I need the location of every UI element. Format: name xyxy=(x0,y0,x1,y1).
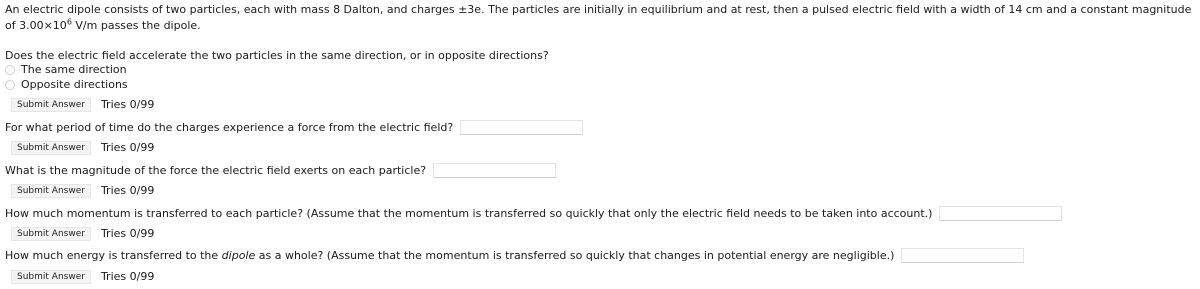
problem-statement xyxy=(5,2,1197,34)
question4-prompt-row xyxy=(5,205,1062,221)
question1-submit-row xyxy=(11,97,154,112)
exponent: 6 xyxy=(66,17,72,27)
question3-submit-button[interactable]: Submit Answer xyxy=(11,184,91,198)
question4-submit-button[interactable]: Submit Answer xyxy=(11,227,91,241)
question3-submit-row xyxy=(11,183,154,198)
question5-prompt xyxy=(5,249,894,262)
radio-same-direction[interactable] xyxy=(5,65,15,75)
question5-prompt-end: as a whole? (Assume that the momentum is transferred so quickly that changes in potential energy are negligible.) xyxy=(255,248,895,262)
question4-prompt: How much momentum is transferred to each particle? (Assume that the momentum is transferred so quickly that only the electric field needs to be taken into account.) xyxy=(5,206,933,220)
question5-prompt-dipole: dipole xyxy=(221,248,256,262)
option-same-direction-label: The same direction xyxy=(21,63,127,76)
question3-prompt-row xyxy=(5,162,556,178)
question2-prompt-row xyxy=(5,119,583,135)
question1-submit-button[interactable]: Submit Answer xyxy=(11,98,91,112)
problem-intro-units: V/m passes the dipole. xyxy=(71,19,201,32)
option-opposite-directions-label: Opposite directions xyxy=(21,78,128,91)
question3-answer-input[interactable] xyxy=(433,163,556,178)
question2-answer-input[interactable] xyxy=(460,120,583,135)
question5-submit-row xyxy=(11,269,154,284)
question1-prompt-row xyxy=(5,47,549,63)
radio-opposite-directions[interactable] xyxy=(5,80,15,90)
problem-intro-text: An electric dipole consists of two particles, each with mass 8 Dalton, and charges ±3e. The particles are initially in equilibrium and at rest, then a pulsed electric field with a width of 14 cm and a constant magnitude of 3.00×10 xyxy=(5,3,1192,32)
question4-answer-input[interactable] xyxy=(939,206,1062,221)
question5-answer-input[interactable] xyxy=(901,248,1024,263)
question1-tries: Tries 0/99 xyxy=(100,98,155,111)
question2-prompt: For what period of time do the charges experience a force from the electric field? xyxy=(5,120,454,134)
option-same-direction[interactable] xyxy=(5,62,127,77)
question3-tries: Tries 0/99 xyxy=(100,184,155,197)
question5-tries: Tries 0/99 xyxy=(100,270,155,283)
question2-submit-row xyxy=(11,140,154,155)
question2-submit-button[interactable]: Submit Answer xyxy=(11,141,91,155)
question5-prompt-start: How much energy is transferred to the xyxy=(5,248,222,262)
option-opposite-directions[interactable] xyxy=(5,77,128,92)
question4-submit-row xyxy=(11,226,154,241)
question5-prompt-row xyxy=(5,247,1024,263)
question3-prompt: What is the magnitude of the force the electric field exerts on each particle? xyxy=(5,163,427,177)
question2-tries: Tries 0/99 xyxy=(100,141,155,154)
question5-submit-button[interactable]: Submit Answer xyxy=(11,270,91,284)
question4-tries: Tries 0/99 xyxy=(100,227,155,240)
question1-prompt: Does the electric field accelerate the two particles in the same direction, or in opposite directions? xyxy=(5,48,549,62)
